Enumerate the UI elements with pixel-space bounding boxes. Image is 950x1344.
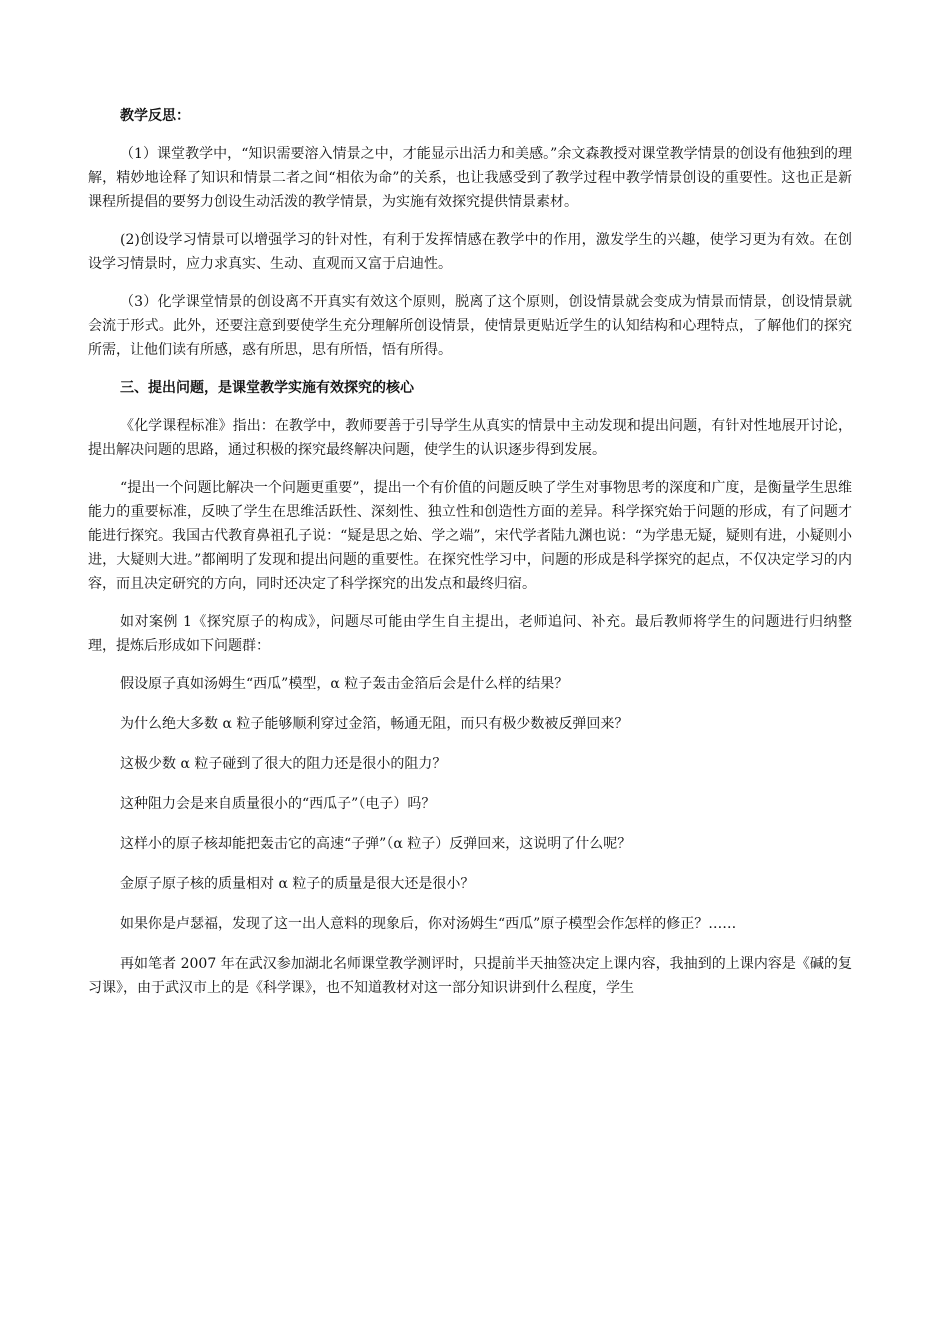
question-item: 假设原子真如汤姆生“西瓜”模型，α 粒子轰击金箔后会是什么样的结果？ bbox=[120, 676, 569, 692]
reflection-paragraph-2: (2)创设学习情景可以增强学习的针对性，有利于发挥情感在教学中的作用，激发学生的兴趣，使学习更为有效。在创设学习情景时，应力求真实、生动、直观而又富于启迪性。 bbox=[88, 232, 852, 272]
reflection-paragraph-1: （1）课堂教学中，“知识需要溶入情景之中，才能显示出活力和美感。”余文森教授对课堂教学情景的创设有他独到的理解，精妙地诠释了知识和情景二者之间“相依为命”的关系，也让我感受到了教学过程中教学情景创设的重要性。这也正是新课程所提倡的要努力创设生动活泼的教学情景，为实施有效探究提供情景素材。 bbox=[88, 146, 852, 210]
question-item: 这极少数 α 粒子碰到了很大的阻力还是很小的阻力？ bbox=[120, 756, 447, 772]
reflection-heading: 教学反思： bbox=[120, 108, 190, 124]
document-page bbox=[88, 104, 852, 1014]
section-3-paragraph-1: 《化学课程标准》指出：在教学中，教师要善于引导学生从真实的情景中主动发现和提出问题，有针对性地展开讨论，提出解决问题的思路，通过积极的探究最终解决问题，使学生的认识逐步得到发展。 bbox=[88, 418, 852, 458]
question-item: 金原子原子核的质量相对 α 粒子的质量是很大还是很小？ bbox=[120, 876, 475, 892]
reflection-paragraph-3: （3）化学课堂情景的创设离不开真实有效这个原则，脱离了这个原则，创设情景就会变成为情景而情景，创设情景就会流于形式。此外，还要注意到要使学生充分理解所创设情景，使情景更贴近学生的认知结构和心理特点，了解他们的探究所需，让他们读有所感，惑有所思，思有所悟，悟有所得。 bbox=[88, 294, 852, 358]
question-item: 如果你是卢瑟福，发现了这一出人意料的现象后，你对汤姆生“西瓜”原子模型会作怎样的修正？…… bbox=[120, 916, 737, 932]
closing-paragraph: 再如笔者 2007 年在武汉参加湖北名师课堂教学测评时，只提前半天抽签决定上课内容，我抽到的上课内容是《碱的复习课》，由于武汉市上的是《科学课》，也不知道教材对这一部分知识讲到什么程度，学生 bbox=[88, 956, 852, 996]
section-3-paragraph-3: 如对案例 1《探究原子的构成》，问题尽可能由学生自主提出，老师追问、补充。最后教师将学生的问题进行归纳整理，提炼后形成如下问题群： bbox=[88, 614, 852, 654]
section-3-paragraph-2: “提出一个问题比解决一个问题更重要”，提出一个有价值的问题反映了学生对事物思考的深度和广度，是衡量学生思维能力的重要标准，反映了学生在思维活跃性、深刻性、独立性和创造性方面的差异。科学探究始于问题的形成，有了问题才能进行探究。我国古代教育鼻祖孔子说：“疑是思之始、学之端”，宋代学者陆九渊也说：“为学患无疑，疑则有进，小疑则小进，大疑则大进。”都阐明了发现和提出问题的重要性。在探究性学习中，问题的形成是科学探究的起点，不仅决定学习的内容，而且决定研究的方向，同时还决定了科学探究的出发点和最终归宿。 bbox=[88, 480, 852, 592]
question-item: 这样小的原子核却能把轰击它的高速“子弹”（α 粒子）反弹回来，这说明了什么呢？ bbox=[120, 836, 632, 852]
question-item: 这种阻力会是来自质量很小的“西瓜子”（电子）吗？ bbox=[120, 796, 436, 812]
section-3-heading: 三、提出问题，是课堂教学实施有效探究的核心 bbox=[120, 380, 414, 396]
question-item: 为什么绝大多数 α 粒子能够顺利穿过金箔，畅通无阻，而只有极少数被反弹回来？ bbox=[120, 716, 629, 732]
